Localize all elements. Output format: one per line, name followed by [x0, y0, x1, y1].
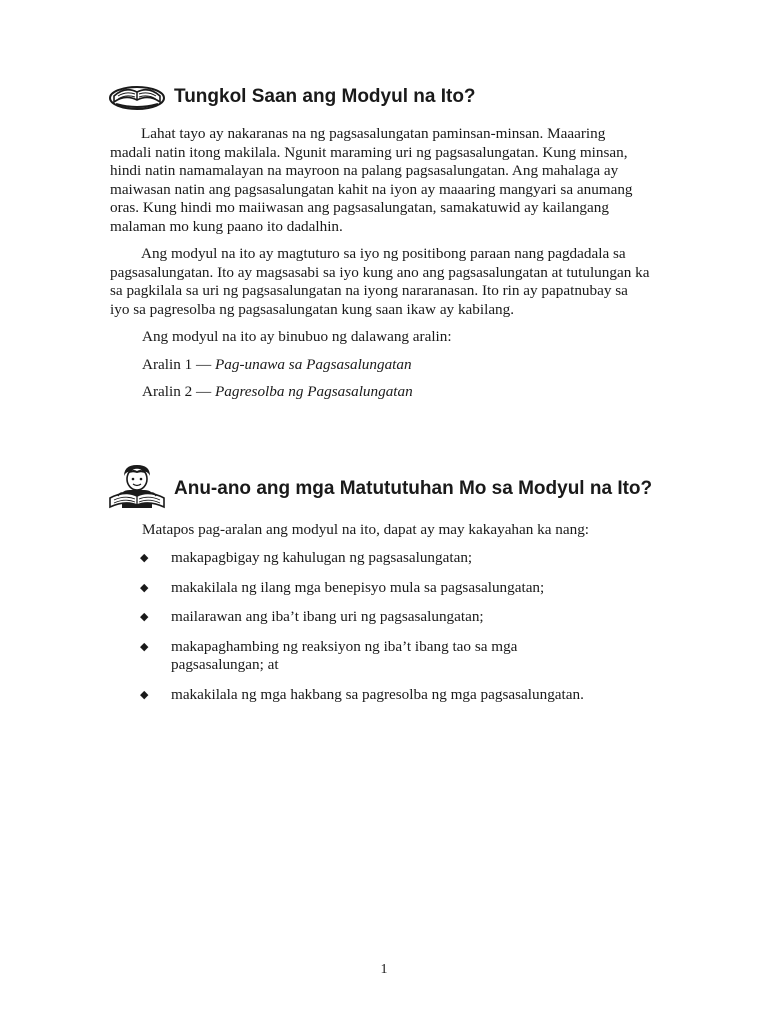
diamond-bullet-icon: ◆ [140, 611, 149, 623]
objectives-intro: Matapos pag-aralan ang modyul na ito, dapat ay may kakayahan ka nang: [142, 521, 590, 538]
objective-text: makapagbigay ng kahulugan ng pagsasalungatan; [171, 549, 473, 566]
list-item [140, 549, 660, 568]
section-body-about [110, 125, 650, 411]
paragraph: Ang modyul na ito ay magtuturo sa iyo ng positibong paraan nang pagdadala sa pagsasalungatan. Ito ay magsasabi sa iyo kung ano ang pagsasalungatan at tutulungan ka sa pagkilala sa uri ng pagsasalungatan na iyong nararanasan. Ito rin ay papatnubay sa iyo sa pagresolba ng pagsasalungatan kung saan ikaw ay kabilang. [110, 245, 650, 318]
section-heading-about [108, 76, 476, 117]
objective-text: makapaghambing ng reaksiyon ng iba’t ibang tao sa mga pagsasalungan; at [171, 637, 518, 673]
list-item [140, 686, 660, 705]
objectives-list [140, 549, 660, 715]
student-reading-icon [108, 462, 166, 515]
lesson-title: Pag-unawa sa Pagsasalungatan [214, 355, 412, 373]
paragraph: Lahat tayo ay nakaranas na ng pagsasalungatan paminsan-minsan. Maaaring madali natin itong makilala. Ngunit maraming uri ng pagsasalungatan. Kung minsan, hindi natin namamalayan na mayroon na palang pagsasalungatan. Ang mahalaga ay maiwasan natin ang pagsasalungatan kahit na iyon ay maaaring mangyari sa anumang oras. Kung hindi mo maiiwasan ang pagsasalungatan, samakatuwid ay kailangang malaman mo kung paano ito dadalhin. [110, 125, 633, 235]
section-title: Tungkol Saan ang Modyul na Ito? [174, 85, 476, 107]
list-item [140, 579, 660, 598]
page-number: 1 [380, 962, 388, 977]
lesson-title: Pagresolba ng Pagsasalungatan [214, 383, 413, 400]
diamond-bullet-icon: ◆ [140, 640, 149, 653]
section-heading-objectives [108, 462, 652, 515]
lesson-item [142, 383, 650, 402]
objective-text: makakilala ng ilang mga benepisyo mula sa pagsasalungatan; [171, 578, 545, 596]
lesson-label: Aralin 1 — [142, 355, 212, 373]
diamond-bullet-icon: ◆ [140, 581, 149, 594]
lesson-label: Aralin 2 — [142, 383, 212, 400]
diamond-bullet-icon: ◆ [140, 552, 149, 564]
section-title: Anu-ano ang mga Matututuhan Mo sa Modyul na Ito? [174, 477, 653, 499]
lesson-item [142, 356, 650, 375]
list-item [140, 608, 660, 627]
list-item [140, 638, 660, 675]
objective-text: mailarawan ang iba’t ibang uri ng pagsasalungatan; [171, 608, 484, 625]
objective-text: makakilala ng mga hakbang sa pagresolba ng mga pagsasalungatan. [171, 685, 584, 703]
lessons-intro: Ang modyul na ito ay binubuo ng dalawang aralin: [142, 328, 452, 345]
open-book-icon [108, 76, 166, 117]
diamond-bullet-icon: ◆ [140, 688, 149, 701]
